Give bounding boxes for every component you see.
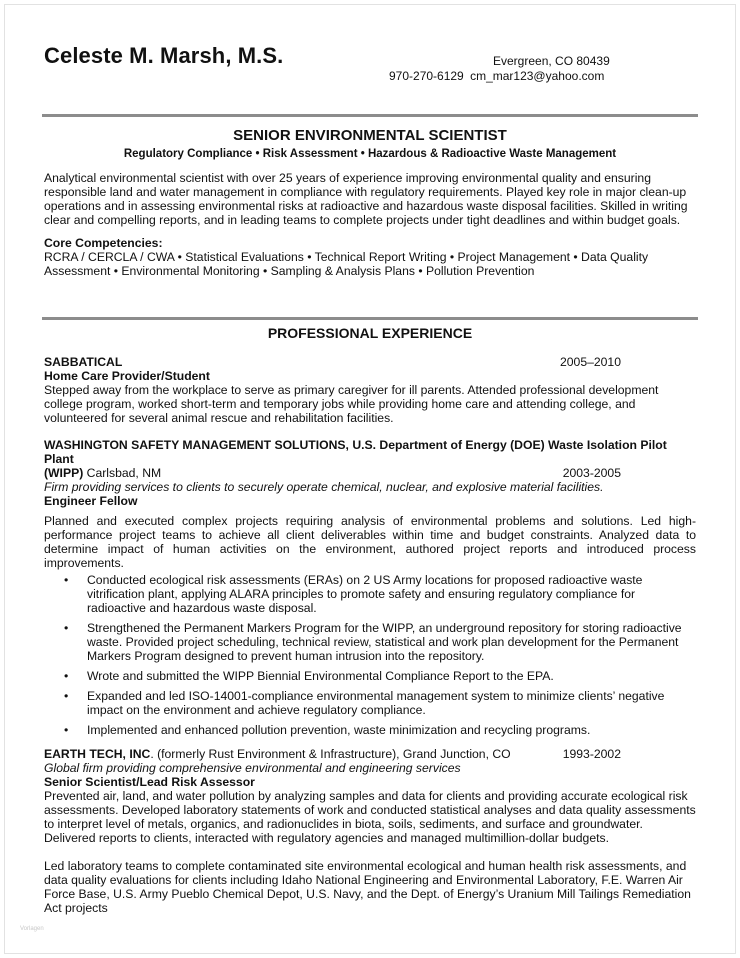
list-item: • Expanded and led ISO-14001-compliance environmental management system to minimize clients’ negative impact on the environment and achieve regulatory compliance. (64, 689, 665, 717)
job-org: WASHINGTON SAFETY MANAGEMENT SOLUTIONS (44, 438, 346, 452)
profile-summary: Analytical environmental scientist with over 25 years of experience improving environmental quality and ensuring responsible land and water management in compliance with regulatory requirements. Played key role in major clean-up operations and in assessing environmental risks at radioactive and hazardous waste disposal facilities. Skilled in writing clear and compelling reports, and in leading teams to complete projects under tight deadlines and within budget goals. (44, 171, 688, 227)
core-competencies-label: Core Competencies: (44, 236, 163, 250)
job-dates: 2005–2010 (559, 355, 621, 369)
job-tagline: Firm providing services to clients to securely operate chemical, nuclear, and explosive material facilities. (44, 480, 604, 494)
list-item: • Implemented and enhanced pollution prevention, waste minimization and recycling programs. (64, 723, 591, 737)
job-role: Home Care Provider/Student (44, 369, 210, 383)
job-org-abbrev: (WIPP) (44, 466, 84, 480)
headline-title: SENIOR ENVIRONMENTAL SCIENTIST (233, 127, 507, 144)
job-achievements (44, 573, 696, 737)
job-role: Engineer Fellow (44, 494, 138, 508)
job-dates: 2003-2005 (562, 466, 621, 480)
job-description: Planned and executed complex projects requiring analysis of environmental problems and solutions. Led high-performance project teams to achieve all client deliverables within time and budget constraints. Analyzed data to determine impact of human activities on the environment, authored project reports and introduced process improvements. (44, 514, 696, 570)
job-earthtech (44, 747, 696, 915)
bullet-icon: • (64, 689, 69, 703)
contact-email[interactable]: cm_mar123@yahoo.com (470, 69, 605, 83)
job-wsms (44, 438, 696, 737)
bullet-icon: • (64, 723, 69, 737)
list-item: • Wrote and submitted the WIPP Biennial Environmental Compliance Report to the EPA. (64, 669, 554, 683)
candidate-name: Celeste M. Marsh, M.S. (44, 43, 284, 68)
job-header (44, 747, 696, 761)
job-header (44, 466, 696, 480)
contact-address: Evergreen, CO 80439 (493, 54, 610, 68)
bullet-icon: • (64, 573, 69, 587)
job-org: SABBATICAL (44, 355, 123, 369)
resume-body (44, 127, 696, 915)
spacer (44, 278, 696, 324)
bullet-icon: • (64, 621, 69, 635)
job-sabbatical (44, 355, 696, 425)
contact-phone: 970-270-6129 (389, 69, 464, 83)
job-description: Stepped away from the workplace to serve as primary caregiver for ill parents. Attended professional development college program, worked short-term and temporary jobs while providing home care and attending college, and volunteered for several animal rescue and rehabilitation facilities. (44, 383, 659, 425)
list-item: • Conducted ecological risk assessments (ERAs) on 2 US Army locations for proposed radioactive waste vitrification plant, applying ALARA principles to promote safety and ensuring regulatory compliance for radioactive and hazardous waste disposal. (64, 573, 643, 615)
job-header (44, 355, 696, 369)
watermark: Vorlagen (20, 926, 44, 932)
core-competencies-list: RCRA / CERCLA / CWA • Statistical Evaluations • Technical Report Writing • Project Management • Data Quality Assessment • Environmental Monitoring • Sampling & Analysis Plans • Pollution Prevention (44, 250, 649, 278)
job-org-detail: . (formerly Rust Environment & Infrastructure), Grand Junction, CO (150, 747, 511, 761)
job-dates: 1993-2002 (562, 747, 621, 761)
job-role: Senior Scientist/Lead Risk Assessor (44, 775, 255, 789)
job-location: Carlsbad, NM (83, 466, 162, 480)
header-divider (42, 114, 698, 117)
job-description: Prevented air, land, and water pollution by analyzing samples and data for clients and providing accurate ecological risk assessments. Developed laboratory statements of work and conducted statistical analyses and data quality assessments to interpret level of metals, organics, and radionuclides in biota, soils, sediments, and surface and groundwater. Delivered reports to clients, interacted with regulatory agencies and managed multimillion-dollar budgets. (44, 789, 696, 845)
job-org-line (44, 438, 696, 466)
job-org-detail: , U.S. Department of Energy (DOE) Waste Isolation Pilot Plant (44, 438, 667, 466)
job-tagline: Global firm providing comprehensive environmental and engineering services (44, 761, 461, 775)
headline-subtitle: Regulatory Compliance • Risk Assessment • Hazardous & Radioactive Waste Management (123, 148, 617, 160)
job-description-2: Led laboratory teams to complete contaminated site environmental ecological and human health risk assessments, and data quality evaluations for clients including Idaho National Engineering and Environmental Laboratory, F.E. Warren Air Force Base, U.S. Army Pueblo Chemical Depot, U.S. Navy, and the Dept. of Energy’s Uranium Mill Tailings Remediation Act projects (44, 859, 691, 915)
section-title-experience: PROFESSIONAL EXPERIENCE (267, 325, 473, 341)
job-org: EARTH TECH, INC (44, 747, 151, 761)
bullet-icon: • (64, 669, 69, 683)
list-item: • Strengthened the Permanent Markers Program for the WIPP, an underground repository for storing radioactive waste. Provided project scheduling, technical review, statistical and work plan development for the Permanent Markers Program designed to prevent human intrusion into the repository. (64, 621, 682, 663)
contact-line (389, 69, 604, 83)
